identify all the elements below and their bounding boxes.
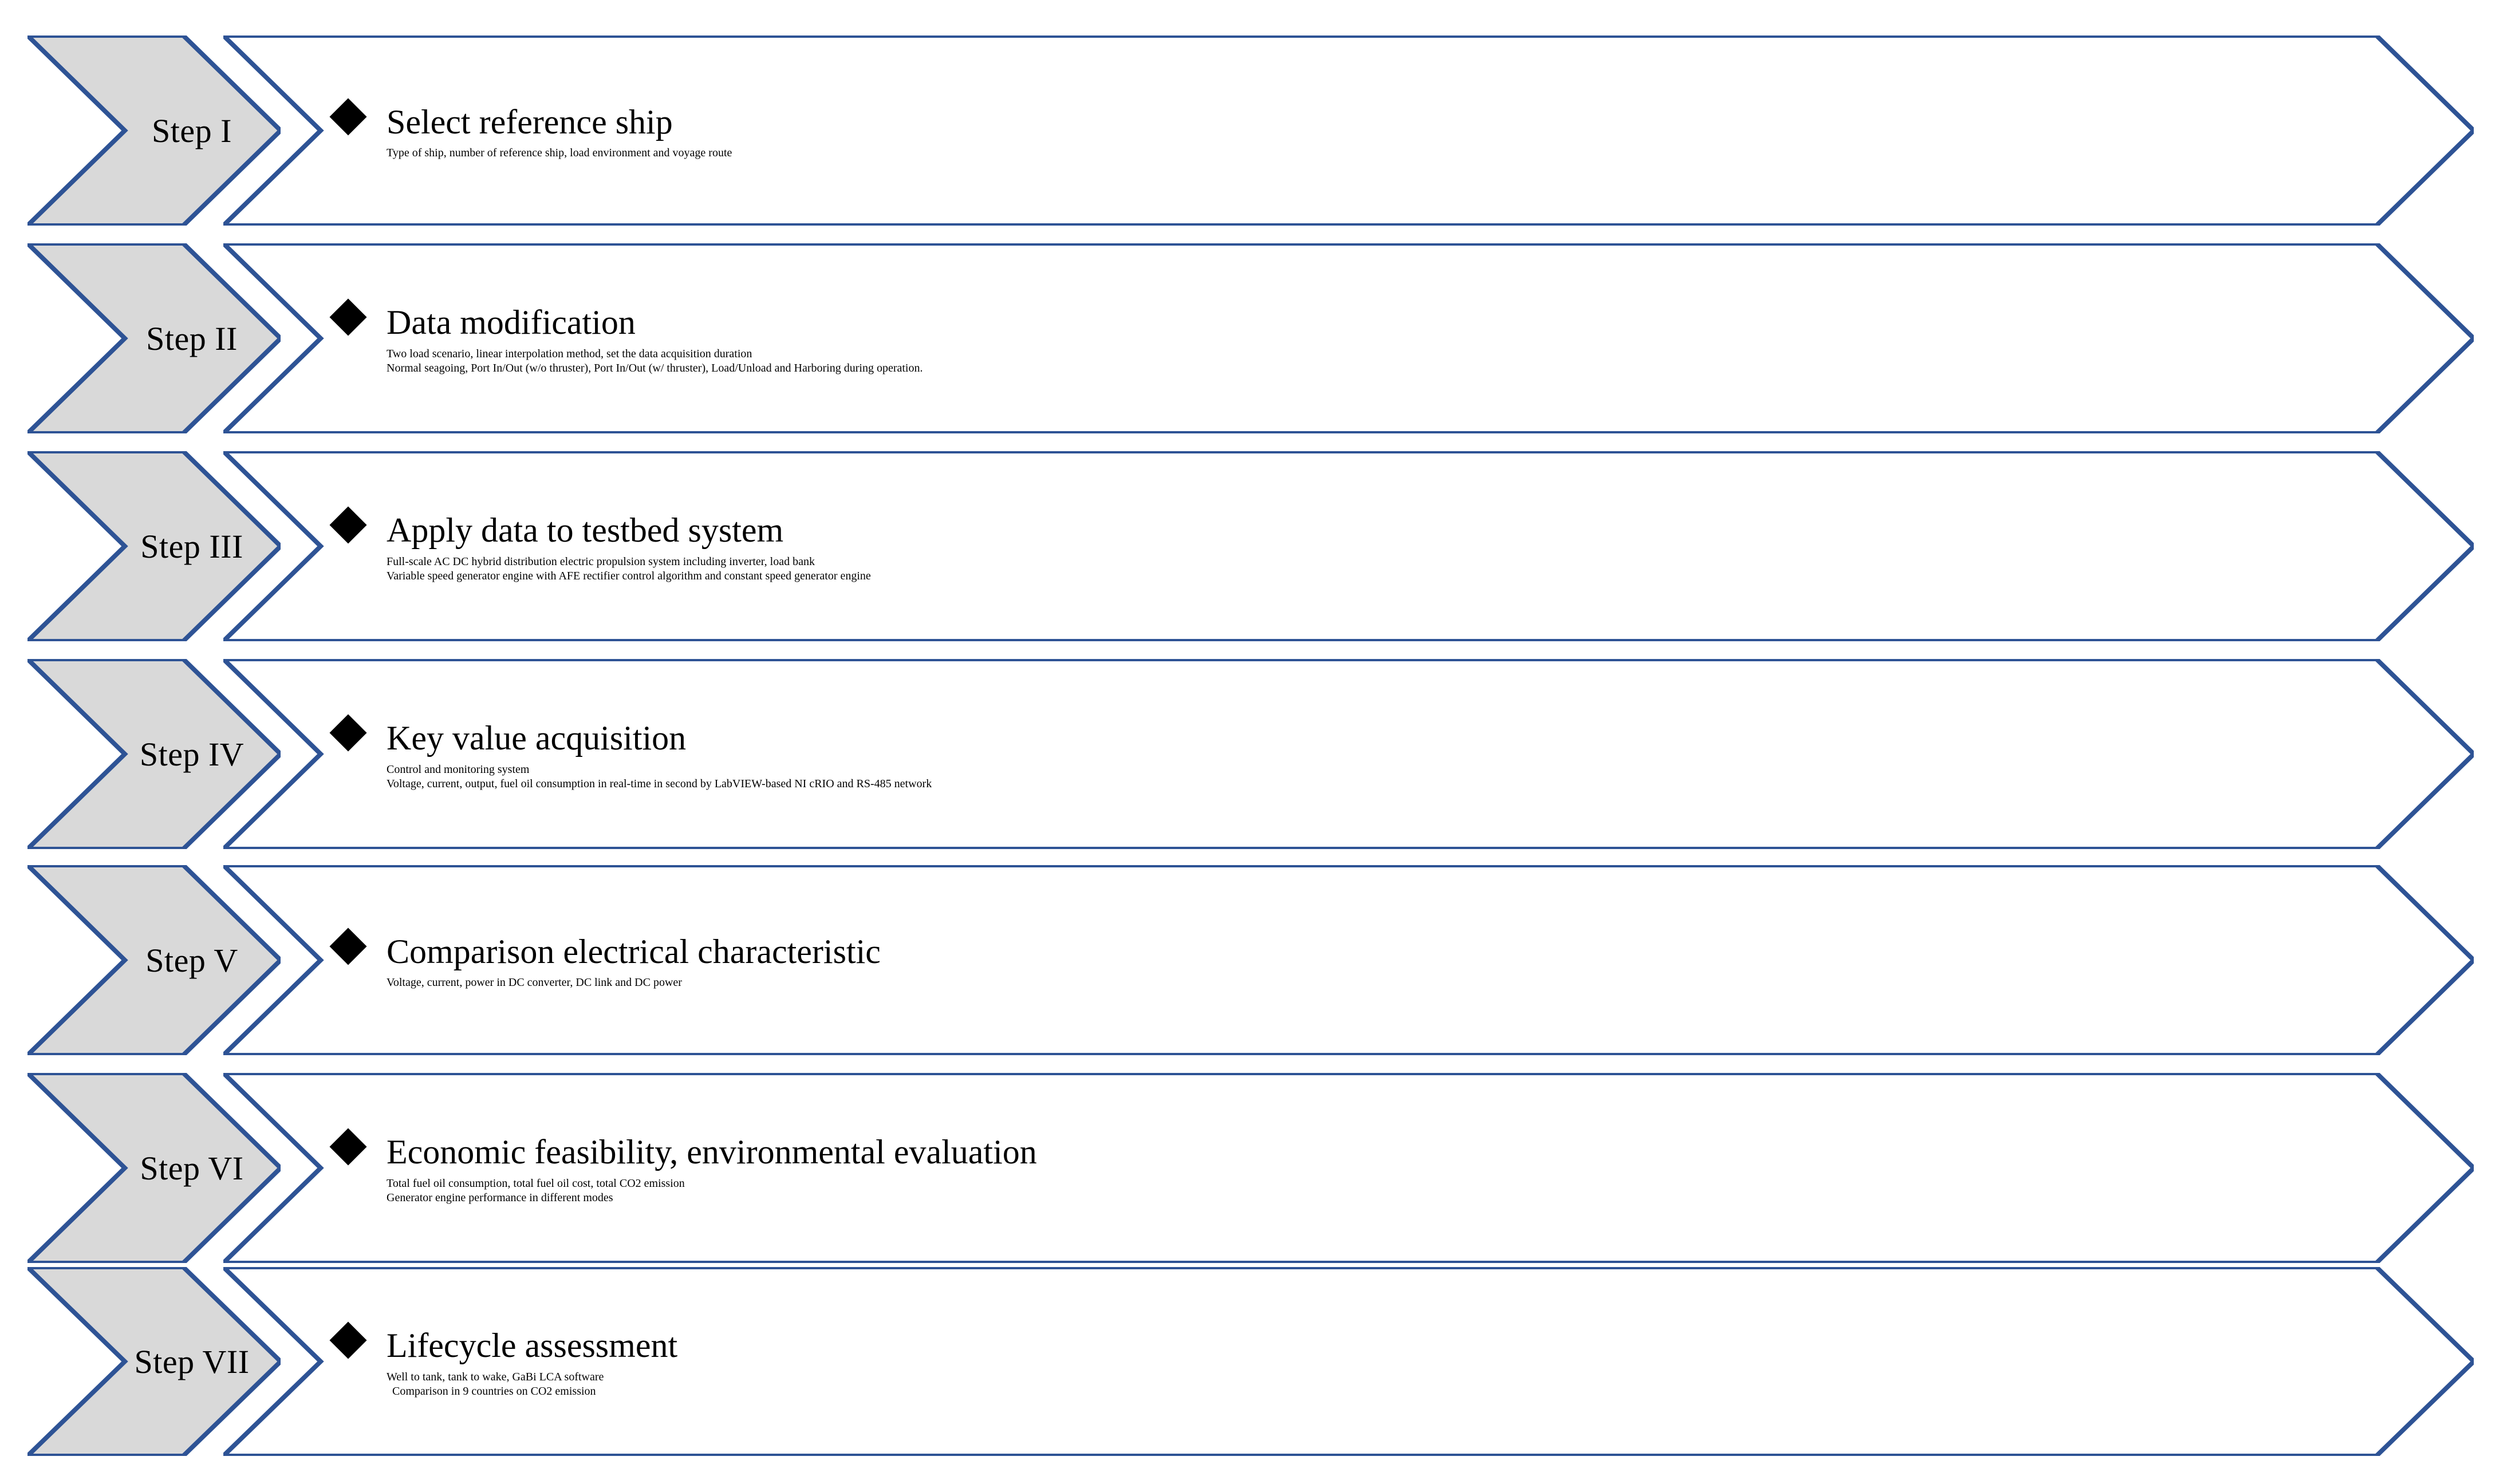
step-content-chevron-shape (223, 451, 2474, 641)
step-content-panel-5[interactable] (223, 865, 2474, 1055)
step-headline: Data modification (387, 303, 636, 342)
step-headline: Lifecycle assessment (387, 1327, 678, 1365)
step-content-panel-2[interactable] (223, 243, 2474, 433)
step-headline: Apply data to testbed system (387, 511, 784, 550)
step-badge-label: Step IV (139, 735, 245, 773)
step-detail-line: Generator engine performance in different modes (387, 1191, 613, 1204)
step-row (0, 451, 2519, 641)
step-headline: Select reference ship (387, 102, 673, 141)
step-content-chevron-shape (223, 1267, 2474, 1456)
step-detail-line: Full-scale AC DC hybrid distribution electric propulsion system including inverter, load bank (387, 555, 815, 568)
step-detail-line: Variable speed generator engine with AFE rectifier control algorithm and constant speed generator engine (387, 569, 871, 582)
step-row (0, 865, 2519, 1055)
step-headline: Comparison electrical characteristic (387, 932, 881, 970)
step-row (0, 659, 2519, 849)
step-row (0, 1267, 2519, 1456)
step-badge-label: Step VI (140, 1149, 244, 1187)
step-badge-label: Step V (145, 941, 238, 979)
step-content-chevron-shape (223, 35, 2474, 226)
step-detail-line: Total fuel oil consumption, total fuel oil cost, total CO2 emission (387, 1177, 685, 1190)
step-detail-line: Type of ship, number of reference ship, load environment and voyage route (387, 147, 732, 160)
step-detail-line: Voltage, current, power in DC converter, DC link and DC power (387, 976, 682, 989)
step-content-panel-6[interactable] (223, 1073, 2474, 1263)
step-badge-label: Step I (152, 112, 232, 149)
step-content-chevron-shape (223, 243, 2474, 433)
step-badge-label: Step VII (134, 1343, 250, 1380)
step-detail-line: Comparison in 9 countries on CO2 emission (392, 1384, 596, 1398)
step-headline: Key value acquisition (387, 719, 687, 757)
step-headline: Economic feasibility, environmental evaluation (387, 1133, 1037, 1171)
step-content-chevron-shape (223, 865, 2474, 1055)
step-row (0, 35, 2519, 226)
step-content-panel-1[interactable] (223, 35, 2474, 226)
step-detail-line: Two load scenario, linear interpolation method, set the data acquisition duration (387, 347, 752, 360)
step-detail-line: Control and monitoring system (387, 763, 530, 776)
step-badge-label: Step II (146, 319, 238, 357)
step-detail-line: Voltage, current, output, fuel oil consumption in real-time in second by LabVIEW-based NI cRIO and RS-485 network (387, 777, 932, 790)
step-content-panel-7[interactable] (223, 1267, 2474, 1456)
step-content-chevron-shape (223, 659, 2474, 849)
step-badge-label: Step III (140, 527, 243, 565)
step-detail-line: Well to tank, tank to wake, GaBi LCA software (387, 1370, 604, 1383)
step-content-panel-3[interactable] (223, 451, 2474, 641)
step-detail-line: Normal seagoing, Port In/Out (w/o thruster), Port In/Out (w/ thruster), Load/Unload and Harboring during operation. (387, 361, 923, 374)
step-row (0, 1073, 2519, 1263)
step-content-panel-4[interactable] (223, 659, 2474, 849)
step-row (0, 243, 2519, 433)
step-content-chevron-shape (223, 1073, 2474, 1263)
